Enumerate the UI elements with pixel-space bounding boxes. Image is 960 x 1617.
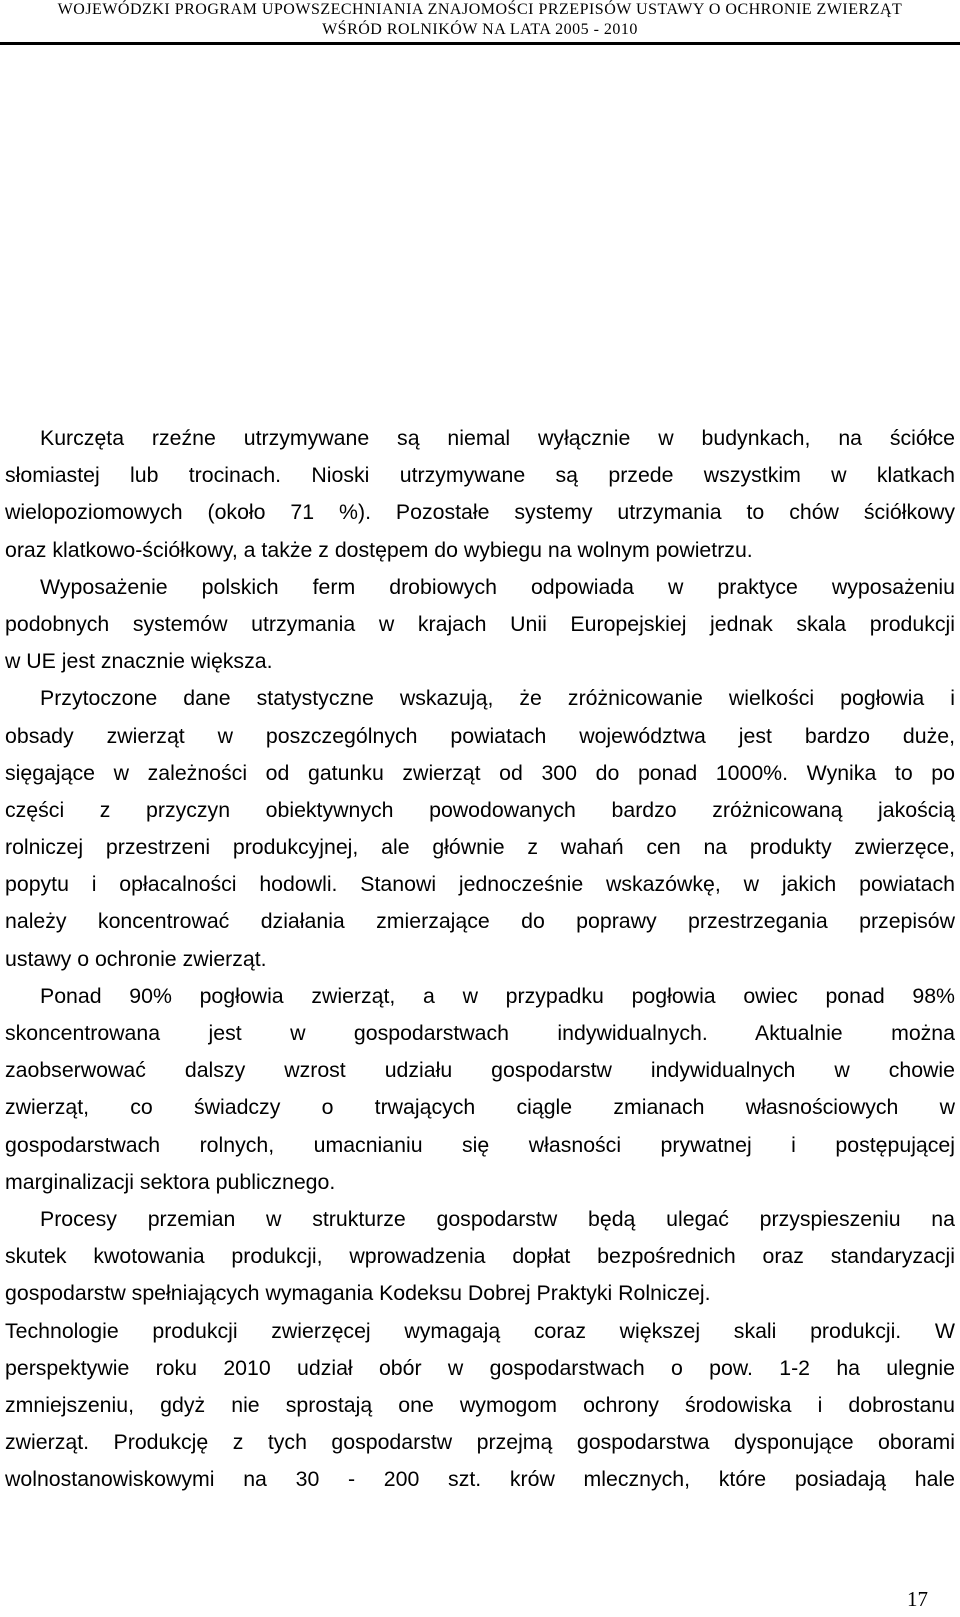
text-line: zaobserwować dalszy wzrost udziału gospodarstw indywidualnych w chowie bbox=[5, 1058, 955, 1083]
text-line: skoncentrowana jest w gospodarstwach indywidualnych. Aktualnie można bbox=[5, 1021, 955, 1045]
text-line: gospodarstwach rolnych, umacnianiu się własności prywatnej i postępującej bbox=[5, 1132, 955, 1157]
text-line: słomiastej lub trocinach. Nioski utrzymywane są przede wszystkim w klatkach bbox=[5, 463, 955, 488]
page-number: 17 bbox=[907, 1587, 928, 1611]
text-line: popytu i opłacalności hodowli. Stanowi jednocześnie wskazówkę, w jakich powiatach bbox=[5, 872, 955, 897]
text-line: Przytoczone dane statystyczne wskazują, że zróżnicowanie wielkości pogłowia i bbox=[40, 686, 955, 711]
document-body bbox=[5, 420, 955, 1498]
header-title-line-1: WOJEWÓDZKI PROGRAM UPOWSZECHNIANIA ZNAJOMOŚCI PRZEPISÓW USTAWY O OCHRONIE ZWIERZĄT bbox=[57, 1, 903, 18]
page-header bbox=[0, 0, 960, 42]
text-line: zmniejszeniu, gdyż nie sprostają one wymogom ochrony środowiska i dobrostanu bbox=[5, 1392, 955, 1417]
text-line: zwierząt, co świadczy o trwających ciągle zmianach własnościowych w bbox=[5, 1095, 955, 1120]
text-line: rolniczej przestrzeni produkcyjnej, ale głównie z wahań cen na produkty zwierzęce, bbox=[5, 835, 955, 860]
text-line: podobnych systemów utrzymania w krajach Unii Europejskiej jednak skala produkcji bbox=[5, 611, 955, 636]
text-line: wielopoziomowych (około 71 %). Pozostałe systemy utrzymania to chów ściółkowy bbox=[5, 500, 955, 525]
text-line: skutek kwotowania produkcji, wprowadzenia dopłat bezpośrednich oraz standaryzacji bbox=[5, 1244, 955, 1269]
text-line: Procesy przemian w strukturze gospodarstw będą ulegać przyspieszeniu na bbox=[40, 1206, 955, 1231]
text-line: oraz klatkowo-ściółkowy, a także z dostępem do wybiegu na wolnym powietrzu. bbox=[5, 537, 753, 562]
text-line: w UE jest znacznie większa. bbox=[5, 649, 273, 674]
header-divider bbox=[0, 42, 960, 45]
text-line: Wyposażenie polskich ferm drobiowych odpowiada w praktyce wyposażeniu bbox=[40, 574, 955, 599]
text-line: sięgające w zależności od gatunku zwierząt od 300 do ponad 1000%. Wynika to po bbox=[5, 760, 955, 785]
text-line: marginalizacji sektora publicznego. bbox=[5, 1169, 336, 1194]
text-line: zwierząt. Produkcję z tych gospodarstw przejmą gospodarstwa dysponujące oborami bbox=[5, 1430, 955, 1455]
text-line: ustawy o ochronie zwierząt. bbox=[5, 946, 267, 971]
text-line: części z przyczyn obiektywnych powodowanych bardzo zróżnicowaną jakością bbox=[5, 797, 955, 822]
text-line: Kurczęta rzeźne utrzymywane są niemal wyłącznie w budynkach, na ściółce bbox=[40, 426, 955, 450]
text-line: gospodarstw spełniających wymagania Kodeksu Dobrej Praktyki Rolniczej. bbox=[5, 1281, 711, 1306]
header-title-line-2: WŚRÓD ROLNIKÓW NA LATA 2005 - 2010 bbox=[322, 21, 638, 38]
text-line: obsady zwierząt w poszczególnych powiatach województwa jest bardzo duże, bbox=[5, 723, 955, 748]
text-line: Technologie produkcji zwierzęcej wymagają coraz większej skali produkcji. W bbox=[5, 1318, 955, 1343]
text-line: Ponad 90% pogłowia zwierząt, a w przypadku pogłowia owiec ponad 98% bbox=[40, 983, 955, 1008]
text-line: perspektywie roku 2010 udział obór w gospodarstwach o pow. 1-2 ha ulegnie bbox=[5, 1355, 955, 1380]
text-line: należy koncentrować działania zmierzające do poprawy przestrzegania przepisów bbox=[5, 909, 955, 934]
text-line: wolnostanowiskowymi na 30 - 200 szt. krów mlecznych, które posiadają hale bbox=[5, 1467, 955, 1492]
